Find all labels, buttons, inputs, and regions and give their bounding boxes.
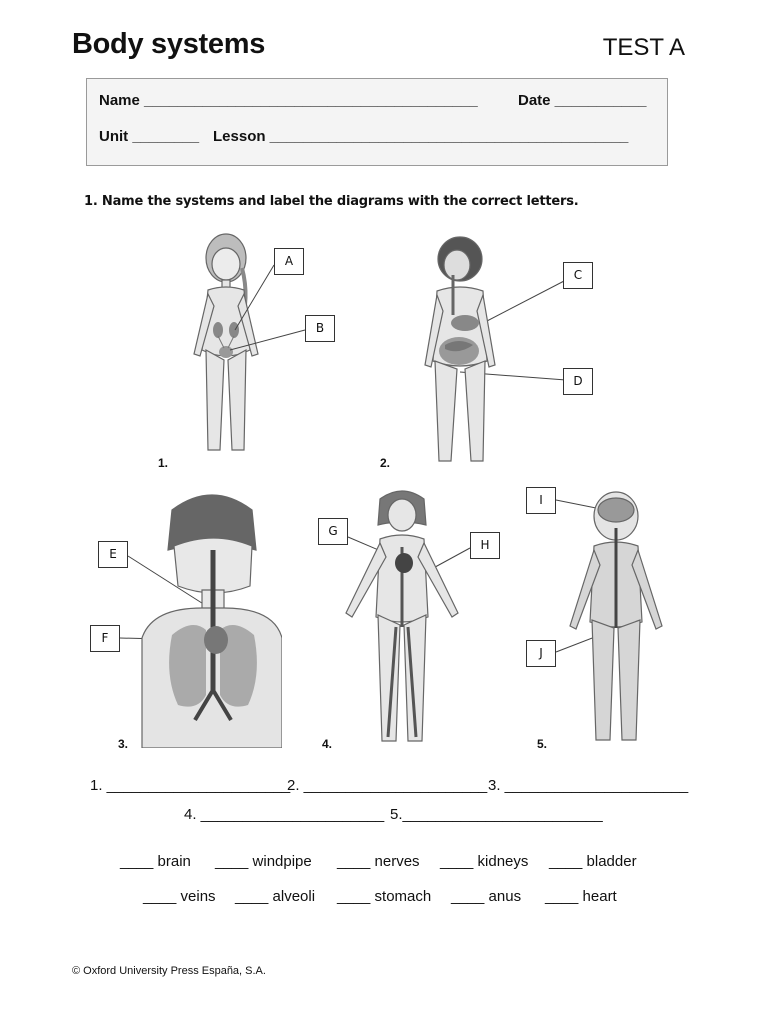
figure-2-digestive: [415, 235, 515, 467]
date-field[interactable]: Date ___________: [518, 92, 647, 109]
word-kidneys[interactable]: ____ kidneys: [440, 853, 529, 870]
figure-number-4: 4.: [322, 737, 333, 751]
label-g[interactable]: G: [318, 518, 348, 545]
answer-1[interactable]: 1. ______________________: [90, 777, 291, 794]
page-title: Body systems: [72, 28, 266, 60]
copyright-footer: © Oxford University Press España, S.A.: [72, 965, 266, 977]
label-f[interactable]: F: [90, 625, 120, 652]
unit-field[interactable]: Unit ________: [99, 128, 200, 145]
test-label: TEST A: [602, 34, 685, 61]
word-windpipe[interactable]: ____ windpipe: [215, 853, 312, 870]
label-d[interactable]: D: [563, 368, 593, 395]
word-bladder[interactable]: ____ bladder: [549, 853, 637, 870]
word-alveoli[interactable]: ____ alveoli: [235, 888, 316, 905]
word-nerves[interactable]: ____ nerves: [337, 853, 420, 870]
question-1: 1. Name the systems and label the diagrams with the correct letters.: [84, 194, 579, 209]
figure-number-5: 5.: [537, 737, 548, 751]
lesson-field[interactable]: Lesson ___________________________________________: [213, 128, 629, 145]
figure-3-respiratory: [132, 490, 282, 748]
label-j[interactable]: J: [526, 640, 556, 667]
label-c[interactable]: C: [563, 262, 593, 289]
answer-3[interactable]: 3. ______________________: [488, 777, 689, 794]
label-e[interactable]: E: [98, 541, 128, 568]
figure-number-3: 3.: [118, 737, 129, 751]
figure-5-nervous: [566, 488, 666, 746]
answer-4[interactable]: 4. ______________________: [184, 806, 385, 823]
word-anus[interactable]: ____ anus: [451, 888, 522, 905]
figure-number-1: 1.: [158, 456, 169, 470]
figure-number-2: 2.: [380, 456, 391, 470]
answer-5[interactable]: 5.________________________: [390, 806, 603, 823]
label-b[interactable]: B: [305, 315, 335, 342]
answer-2[interactable]: 2. ______________________: [287, 777, 488, 794]
label-a[interactable]: A: [274, 248, 304, 275]
word-stomach[interactable]: ____ stomach: [337, 888, 432, 905]
word-heart[interactable]: ____ heart: [545, 888, 617, 905]
figure-4-circulatory: [340, 487, 460, 749]
label-i[interactable]: I: [526, 487, 556, 514]
word-brain[interactable]: ____ brain: [120, 853, 191, 870]
name-field[interactable]: Name ________________________________________: [99, 92, 478, 109]
word-veins[interactable]: ____ veins: [143, 888, 216, 905]
label-h[interactable]: H: [470, 532, 500, 559]
